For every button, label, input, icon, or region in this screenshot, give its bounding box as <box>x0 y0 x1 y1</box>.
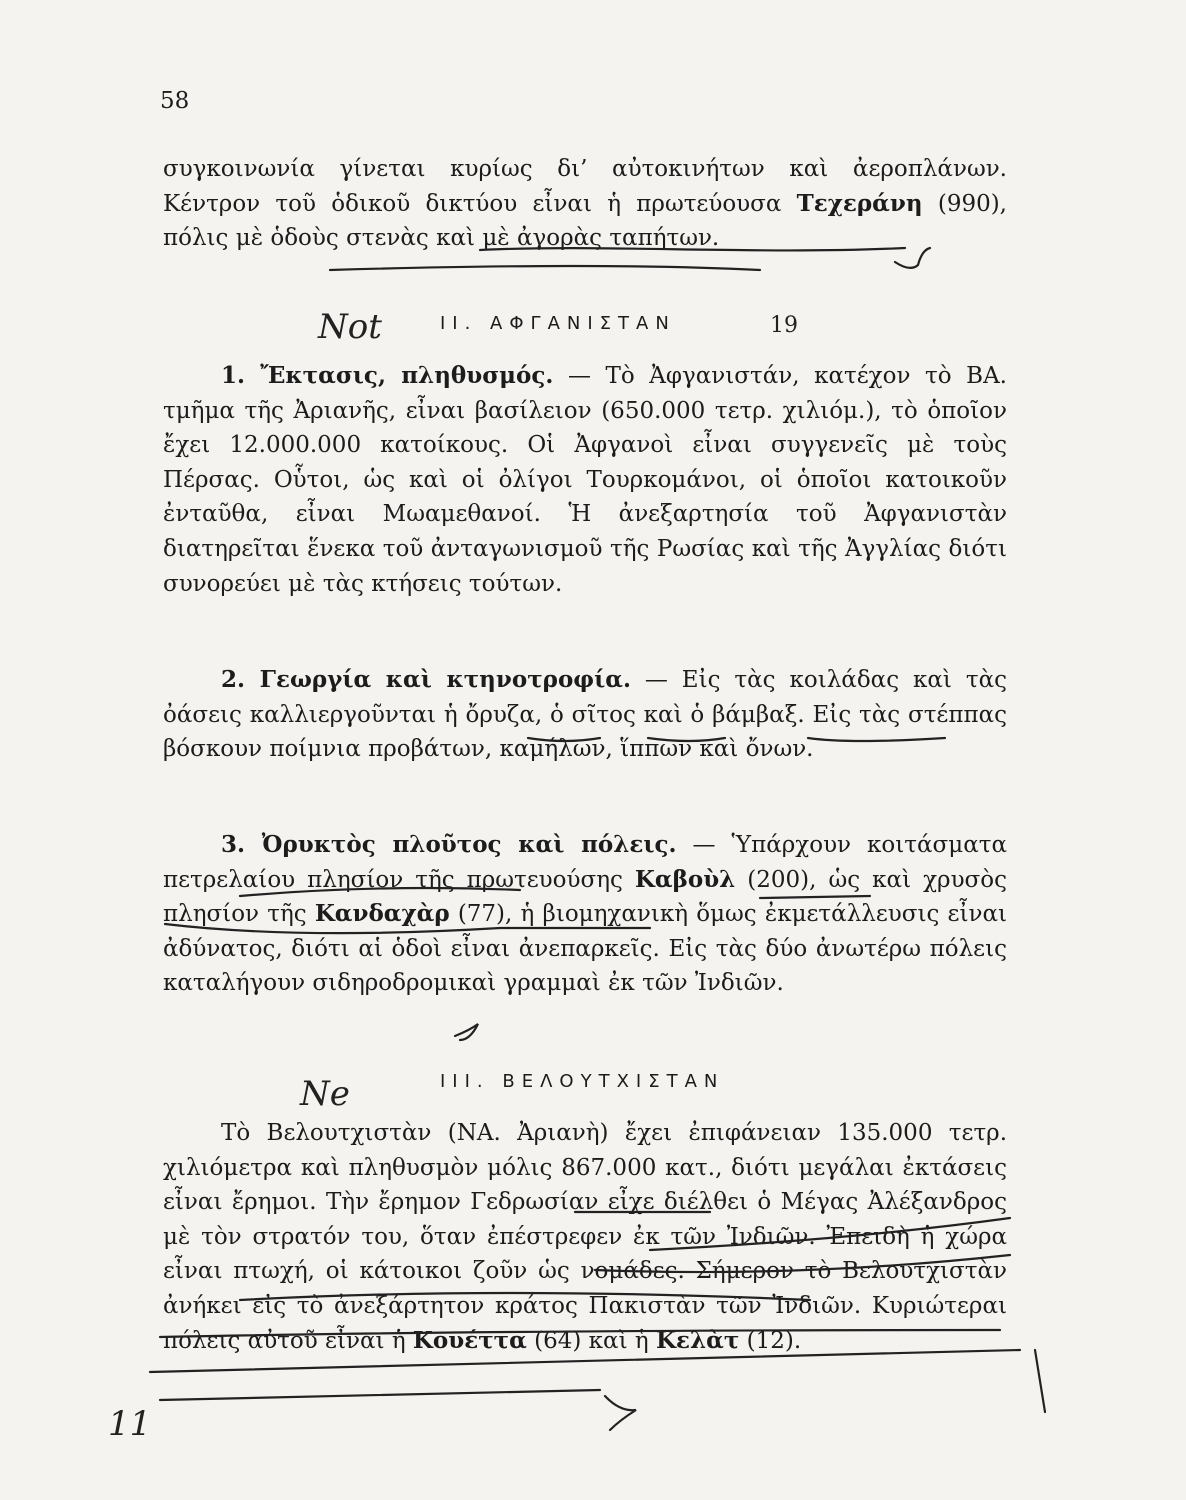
city-kabul: Καβοὺλ <box>634 865 736 893</box>
handwritten-note-1: Not <box>318 307 382 347</box>
paragraph-agriculture: 2. Γεωργία καὶ κτηνοτροφία. — Εἰς τὰς κοιλάδας καὶ τὰς ὀάσεις καλλιεργοῦνται ἡ ὄρυζα, ὁ σῖτος καὶ ὁ βάμβαξ. Εἰς τὰς στέππας βόσκουν ποίμνια προβάτων, καμήλων, ἵππων καὶ ὄνων. <box>163 666 1007 763</box>
swoosh-1 <box>330 266 760 270</box>
paragraph-baluchistan: Τὸ Βελουτχιστὰν (ΝΑ. Ἀριανὴ) ἔχει ἐπιφάνειαν 135.000 τετρ. χιλιόμετρα καὶ πληθυσμὸν μόλις 867.000 κατ., διότι μεγάλαι ἐκτάσεις εἶναι ἔρημοι. Τὴν ἔρημον Γεδρωσίαν εἶχε διέλθει ὁ Μέγας Ἀλέξανδρος μὲ τὸν στρατόν του, ὅταν ἐπέστρεφεν ἐκ τῶν Ἰνδιῶν. Ἐπειδὴ ἡ χώρα εἶναι πτωχή, οἱ κάτοικοι ζοῦν ὡς νομάδες. Σήμερον τὸ Βελουτχιστὰν ἀνήκει εἰς τὸ ἀνεξάρτητον κράτος Πακιστὰν τῶν Ἰνδιῶν. Κυριώτεραι πόλεις αὐτοῦ εἶναι ἡ Κουέττα (64) καὶ ἡ Κελὰτ (12). <box>163 1120 1007 1354</box>
afghanistan-section <box>163 359 1007 601</box>
city-kandahar: Κανδαχὰρ <box>314 900 450 928</box>
paragraph-minerals: 3. Ὀρυκτὸς πλοῦτος καὶ πόλεις. — Ὑπάρχουν κοιτάσματα πετρελαίου πλησίον τῆς πρωτευούσης Καβοὺλ (200), ὡς καὶ χρυσὸς πλησίον τῆς Κανδαχὰρ (77), ἡ βιομηχανικὴ ὅμως ἐκμετάλλευσις εἶναι ἀδύνατος, διότι αἱ ὁδοὶ εἶναι ἀνεπαρκεῖς. Εἰς τὰς δύο ἀνωτέρω πόλεις καταλήγουν σιδηροδρομικαὶ γραμμαὶ ἐκ τῶν Ἰνδιῶν. <box>163 831 1008 997</box>
subheading-minerals: 3. Ὀρυκτὸς πλοῦτος καὶ πόλεις. <box>221 831 677 858</box>
margin-line <box>1035 1350 1045 1412</box>
baluchistan-section <box>163 1116 1007 1358</box>
intro-rest: (990), πόλις μὲ ὁδοὺς στενὰς καὶ μὲ ἀγορὰς ταπήτων. <box>163 190 1007 252</box>
page-number: 58 <box>160 88 190 114</box>
intro-text: συγκοινωνία γίνεται κυρίως δι’ αὐτοκινήτων καὶ ἀεροπλάνων. Κέντρον τοῦ ὁδικοῦ δικτύου εἶναι ἡ πρωτεύουσα <box>163 156 1007 217</box>
subheading-extent: 1. Ἔκτασις, πληθυσμός. <box>221 362 554 389</box>
capital-name: Τεχεράνη <box>796 189 923 217</box>
subheading-agriculture: 2. Γεωργία καὶ κτηνοτροφία. <box>221 666 631 693</box>
afghanistan-minerals <box>163 828 1007 1001</box>
intro-paragraph <box>163 152 1007 256</box>
handwritten-number: 19 <box>770 313 798 338</box>
check-mark-3 <box>605 1396 636 1430</box>
city-quetta: Κουέττα <box>412 1326 527 1354</box>
paragraph-extent: 1. Ἔκτασις, πληθυσμός. — Τὸ Ἀφγανιστάν, κατέχον τὸ ΒΑ. τμῆμα τῆς Ἀριανῆς, εἶναι βασίλειον (650.000 τετρ. χιλιόμ.), τὸ ὁποῖον ἔχει 12.000.000 κατοίκους. Οἱ Ἀφγανοὶ εἶναι συγγενεῖς μὲ τοὺς Πέρσας. Οὗτοι, ὡς καὶ οἱ ὀλίγοι Τουρκομάνοι, οἱ ὁποῖοι κατοικοῦν ἐνταῦθα, εἶναι Μωαμεθανοί. Ἡ ἀνεξαρτησία τοῦ Ἀφγανιστὰν διατηρεῖται ἕνεκα τοῦ ἀνταγωνισμοῦ τῆς Ρωσίας καὶ τῆς Ἀγγλίας διότι συνορεύει μὲ τὰς κτήσεις τούτων. <box>163 362 1007 597</box>
city-kalat: Κελὰτ <box>656 1326 740 1354</box>
margin-mark: 11 <box>108 1404 152 1444</box>
afghanistan-agriculture <box>163 663 1007 767</box>
handwritten-note-2: Ne <box>300 1074 350 1114</box>
underline-baluch-6 <box>160 1390 600 1400</box>
check-mark-2 <box>455 1024 478 1040</box>
section-heading-baluchistan: III. ΒΕΛΟΥΤΧΙΣΤΑΝ <box>440 1071 725 1092</box>
section-heading-afghanistan: II. ΑΦΓΑΝΙΣΤΑΝ <box>440 313 676 334</box>
